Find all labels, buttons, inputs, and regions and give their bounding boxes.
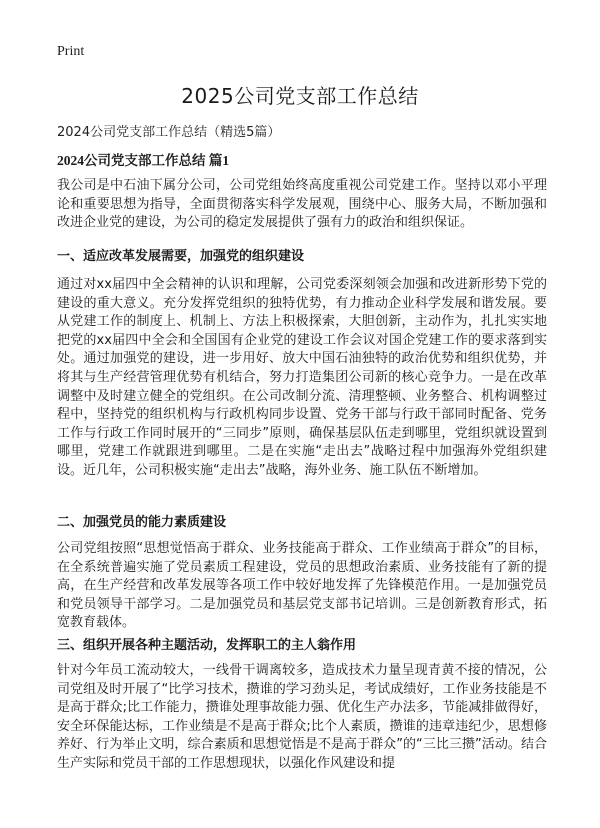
- section-heading-3: 三、组织开展各种主题活动，发挥职工的主人翁作用: [57, 638, 357, 653]
- paragraph-capability: 公司党组按照“思想觉悟高于群众、业务技能高于群众、工作业绩高于群众”的目标，在全系统普遍实施了党员素质工程建设，党员的思想政治素质、业务技能有了新的提高，在生产经营和改革发展等各项工作中较好地发挥了先锋模范作用。一是加强党员和党员领导干部学习。二是加强党员和基层党支部书记培训。三是创新教育形式，拓宽教育载体。: [57, 541, 547, 631]
- paragraph-activities: 针对今年员工流动较大，一线骨干调离较多，造成技术力量呈现青黄不接的情况，公司党组及时开展了“比学习技术，攒谁的学习劲头足，考试成绩好，工作业务技能是不是高于群众;比工作能力，攒谁处理事故能力强、优化生产办法多，节能减排做得好，安全环保能达标，工作业绩是不是高于群众;比个人素质，攒谁的违章违纪少，思想修养好、行为举止文明，综合素质和思想觉悟是不是高于群众”的“三比三攒”活动。结合生产实际和党员干部的工作思想现状，以强化作风建设和提: [57, 663, 547, 771]
- print-link[interactable]: Print: [57, 44, 85, 59]
- section-heading-2: 二、加强党员的能力素质建设: [57, 515, 227, 530]
- article-heading: 2024公司党支部工作总结 篇1: [57, 153, 230, 168]
- paragraph-intro: 我公司是中石油下属分公司，公司党组始终高度重视公司党建工作。坚持以邓小平理论和重要思想为指导，全面贯彻落实科学发展观，围绕中心、服务大局，不断加强和改进企业党的建设，为公司的稳定发展提供了强有力的政治和组织保证。: [57, 178, 547, 231]
- paragraph-organization: 通过对xx届四中全会精神的认识和理解，公司党委深刻领会加强和改进新形势下党的建设的重大意义。充分发挥党组织的独特优势，有力推动企业科学发展和谐发展。要从党建工作的制度上、机制上、方法上积极探索，大胆创新，主动作为，扎扎实实地把党的xx届四中全会和全国国有企业党的建设工作会议对国企党建工作的要求落到实处。通过加强党的建设，进一步用好、放大中国石油独特的政治优势和组织优势，并将其与生产经营管理优势有机结合，努力打造集团公司新的核心竞争力。一是在改革调整中及时建立健全的党组织。在公司改制分流、清理整顿、业务整合、机构调整过程中，坚持党的组织机构与行政机构同步设置、党务干部与行政干部同时配备、党务工作与行政工作同时展开的“三同步”原则，确保基层队伍走到哪里，党组织就设置到哪里，党建工作就跟进到哪里。二是在实施“走出去”战略过程中加强海外党组织建设。近几年，公司积极实施“走出去”战略，海外业务、施工队伍不断增加。: [57, 277, 547, 478]
- document-title: 2025公司党支部工作总结: [181, 84, 419, 108]
- section-heading-1: 一、适应改革发展需要，加强党的组织建设: [57, 249, 305, 264]
- document-subtitle: 2024公司党支部工作总结（精选5篇）: [57, 125, 281, 140]
